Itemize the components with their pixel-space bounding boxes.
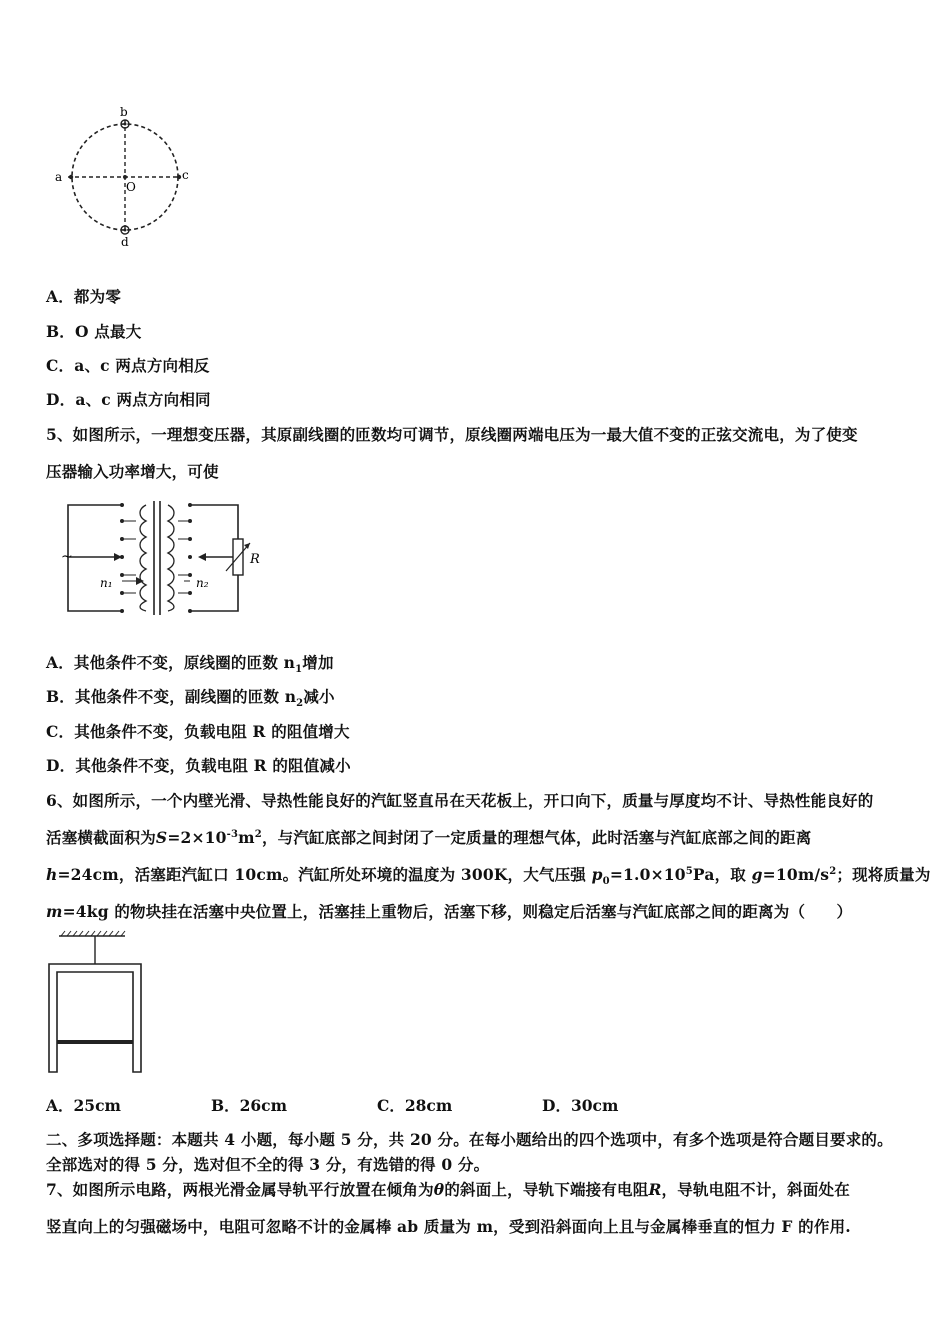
q7-stem-line1: 7、如图所示电路，两根光滑金属导轨平行放置在倾角为θ的斜面上，导轨下端接有电阻R，导轨电阻不计，斜面处在 <box>46 1180 850 1199</box>
transformer-diagram <box>50 495 280 620</box>
cylinder-diagram <box>45 928 155 1078</box>
ac-source-symbol: ~ <box>61 549 73 565</box>
q6-stem-line1: 6、如图所示，一个内壁光滑、导热性能良好的汽缸竖直吊在天花板上，开口向下，质量与厚度均不计、导热性能良好的 <box>46 791 874 810</box>
q5-option-c: C．其他条件不变，负载电阻 R 的阻值增大 <box>46 722 350 741</box>
section2-heading-line1: 二、多项选择题：本题共 4 小题，每小题 5 分，共 20 分。在每小题给出的四个选项中，有多个选项是符合题目要求的。 <box>46 1130 893 1149</box>
point-a-marker <box>69 175 73 179</box>
circle-diagram <box>50 100 200 250</box>
q5-stem-line2: 压器输入功率增大，可使 <box>46 462 219 481</box>
point-o-marker <box>123 175 127 179</box>
label-d: d <box>121 235 129 249</box>
q6-stem-line3: h=24cm，活塞距汽缸口 10cm。汽缸所处环境的温度为 300K，大气压强 $p_0=1.0\times 10^5Pa$，取 $g=10m/s^2$；现将质量为 <box>46 865 931 888</box>
cylinder-body <box>49 964 141 1072</box>
q5-option-b: B．其他条件不变，副线圈的匝数 $n_2$减小 <box>46 687 335 710</box>
q4-option-d: D．a、c 两点方向相同 <box>46 390 211 409</box>
n1-label: n₁ <box>100 576 113 590</box>
label-o: O <box>126 180 136 194</box>
n2-label: n₂ <box>196 576 209 590</box>
q4-option-b: B．O 点最大 <box>46 322 142 341</box>
q6-choice-d: D．30cm <box>542 1096 619 1115</box>
q6-choice-a: A．25cm <box>46 1096 121 1115</box>
label-b: b <box>120 105 128 119</box>
q6-choice-b: B．26cm <box>211 1096 288 1115</box>
q7-stem-line2: 竖直向上的匀强磁场中，电阻可忽略不计的金属棒 ab 质量为 m，受到沿斜面向上且与金属棒垂直的恒力 F 的作用. <box>46 1217 851 1236</box>
q4-option-c: C．a、c 两点方向相反 <box>46 356 210 375</box>
q5-stem-line1: 5、如图所示，一理想变压器，其原副线圈的匝数均可调节，原线圈两端电压为一最大值不变的正弦交流电，为了使变 <box>46 425 858 444</box>
q6-stem-line4: m=4kg 的物块挂在活塞中央位置上，活塞挂上重物后，活塞下移，则稳定后活塞与汽缸底部之间的距离为（ ） <box>46 902 853 921</box>
point-c-marker <box>177 175 181 179</box>
section2-heading-line2: 全部选对的得 5 分，选对但不全的得 3 分，有选错的得 0 分。 <box>46 1155 490 1174</box>
label-c: c <box>182 168 189 182</box>
q5-option-d: D．其他条件不变，负载电阻 R 的阻值减小 <box>46 756 351 775</box>
q6-stem-line2: 活塞横截面积为$S=2\times 10^{-3}m^2$，与汽缸底部之间封闭了一定质量的理想气体，此时活塞与汽缸底部之间的距离 <box>46 828 812 847</box>
q6-choice-c: C．28cm <box>377 1096 453 1115</box>
label-a: a <box>55 170 63 184</box>
resistor-label: R <box>250 552 260 567</box>
piston <box>57 1040 133 1044</box>
q5-option-a: A．其他条件不变，原线圈的匝数 $n_1$增加 <box>46 653 334 676</box>
q6-choices <box>46 1094 746 1114</box>
q4-option-a: A．都为零 <box>46 287 122 306</box>
